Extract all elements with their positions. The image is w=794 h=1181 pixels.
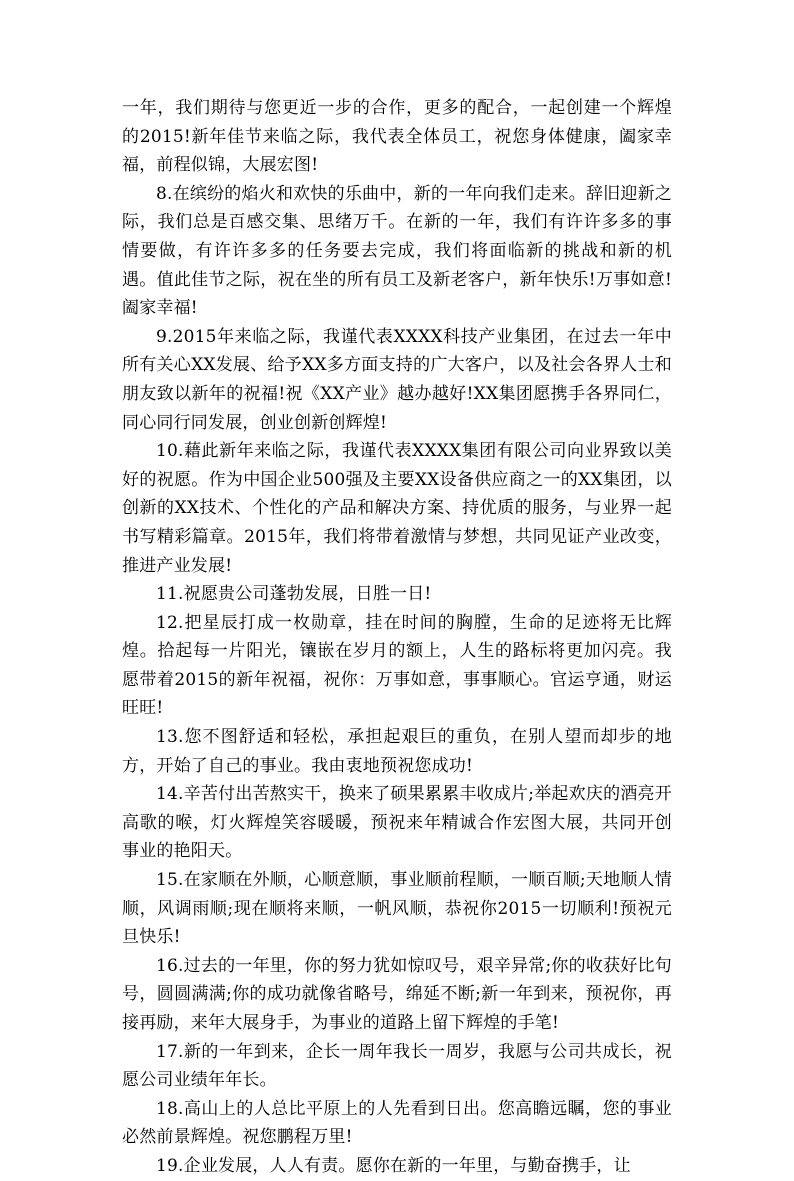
paragraph-16: 16.过去的一年里，你的努力犹如惊叹号，艰辛异常;你的收获好比句号，圆圆满满;你的成功就像省略号，绵延不断;新一年到来，预祝你，再接再励，来年大展身手，为事业的道路上留下辉煌的手笔!: [122, 955, 672, 1033]
paragraph-13: 13.您不图舒适和轻松，承担起艰巨的重负，在别人望而却步的地方，开始了自己的事业。我由衷地预祝您成功!: [122, 727, 672, 776]
paragraph-17: 17.新的一年到来，企长一周年我长一周岁，我愿与公司共成长，祝愿公司业绩年年长。: [122, 1041, 672, 1091]
paragraph-9: 9.2015年来临之际，我谨代表XXXX科技产业集团，在过去一年中所有关心XX发展、给予XX多方面支持的广大客户，以及社会各界人士和朋友致以新年的祝福!祝《XX产业》越办越好!XX集团愿携手各界同仁，同心同行同发展，创业创新创辉煌!: [122, 326, 672, 433]
paragraph-8: 8.在缤纷的焰火和欢快的乐曲中，新的一年向我们走来。辞旧迎新之际，我们总是百感交集、思绪万千。在新的一年，我们有许许多多的事情要做，有许许多多的任务要去完成，我们将面临新的挑战和新的机遇。值此佳节之际，祝在坐的所有员工及新老客户，新年快乐!万事如意!阖家幸福!: [122, 183, 672, 319]
document-body: [122, 94, 672, 1181]
paragraph-14: 14.辛苦付出苦熬实干，换来了硕果累累丰收成片;举起欢庆的酒亮开高歌的喉，灯火辉煌笑容暖暖，预祝来年精诚合作宏图大展，共同开创事业的艳阳天。: [122, 784, 672, 862]
paragraph-15: 15.在家顺在外顺，心顺意顺，事业顺前程顺，一顺百顺;天地顺人情顺，风调雨顺;现在顺将来顺，一帆风顺，恭祝你2015一切顺利!预祝元旦快乐!: [122, 870, 672, 948]
paragraph-11: 11.祝愿贵公司蓬勃发展，日胜一日!: [156, 584, 432, 605]
paragraph-18: 18.高山上的人总比平原上的人先看到日出。您高瞻远瞩，您的事业必然前景辉煌。祝您鹏程万里!: [122, 1098, 672, 1148]
paragraph-continuation: 一年，我们期待与您更近一步的合作，更多的配合，一起创建一个辉煌的2015!新年佳节来临之际，我代表全体员工，祝您身体健康，阖家幸福，前程似锦，大展宏图!: [122, 98, 672, 176]
paragraph-12: 12.把星辰打成一枚勋章，挂在时间的胸膛，生命的足迹将无比辉煌。拾起每一片阳光，镶嵌在岁月的额上，人生的路标将更加闪亮。我愿带着2015的新年祝福，祝你：万事如意，事事顺心。官运亨通，财运旺旺!: [122, 612, 672, 719]
paragraph-10: 10.藉此新年来临之际，我谨代表XXXX集团有限公司向业界致以美好的祝愿。作为中国企业500强及主要XX设备供应商之一的XX集团，以创新的XX技术、个性化的产品和解决方案、持优质的服务，与业界一起书写精彩篇章。2015年，我们将带着激情与梦想，共同见证产业改变，推进产业发展!: [122, 441, 672, 576]
paragraph-19: 19.企业发展，人人有责。愿你在新的一年里，与勤奋携手，让: [156, 1155, 631, 1176]
